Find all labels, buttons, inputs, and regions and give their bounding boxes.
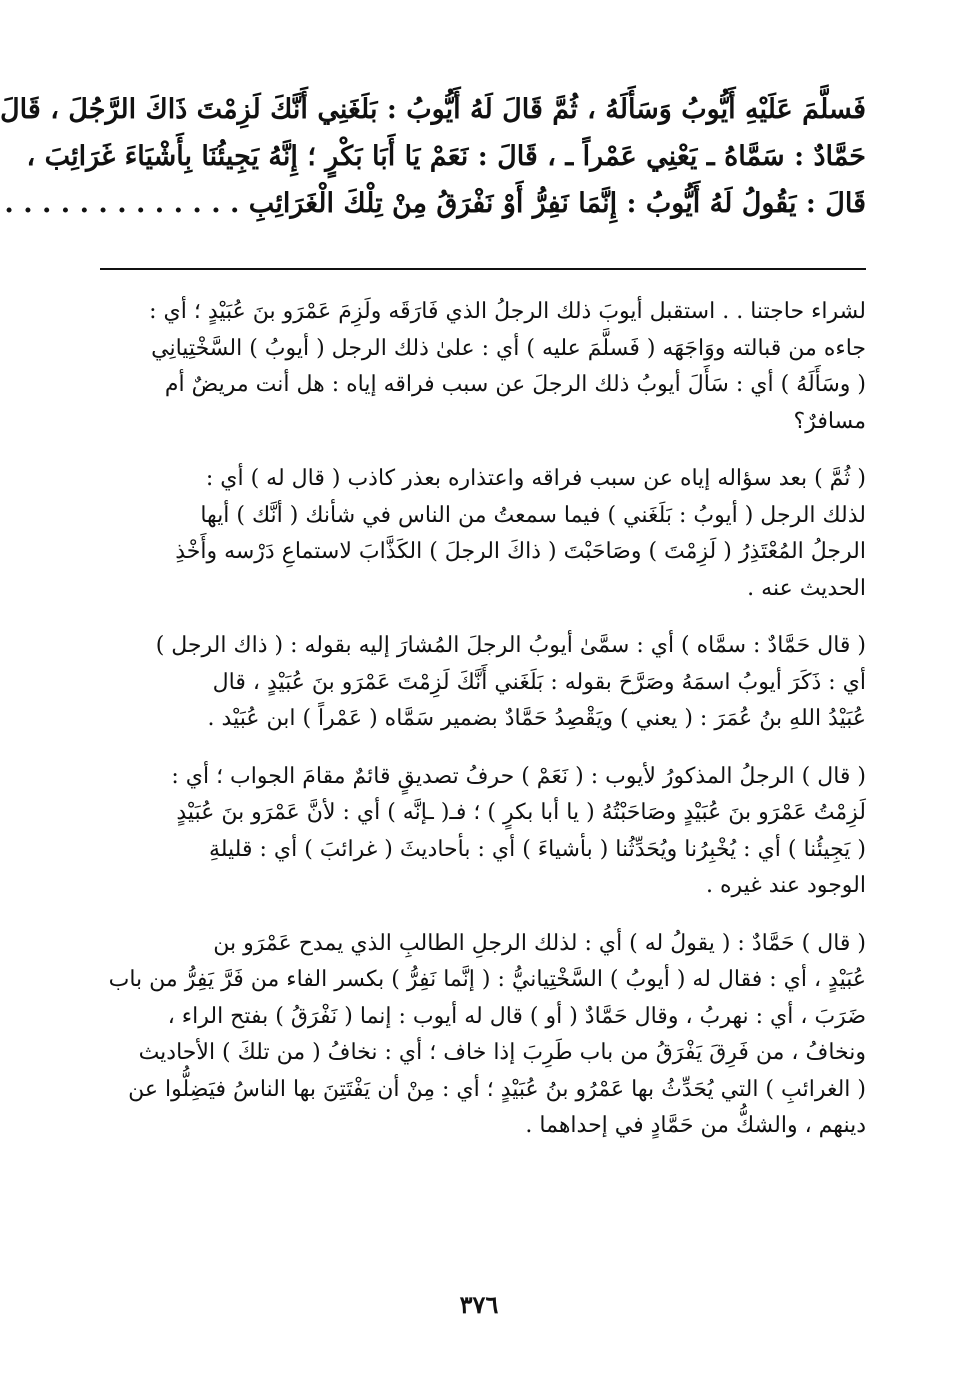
text-line: ( قال حَمَّادٌ : سمَّاه ) أي : سمَّىٰ أيوبُ الرجلَ المُشارَ إليه بقوله : ( ذاك الرجل )	[155, 633, 866, 658]
text-line: أي : ذَكَرَ أيوبُ اسمَهُ وصَرَّحَ بقوله : بَلَغَني أَنَّكَ لَزِمْتَ عَمْرَو بنَ عُبَيْدٍ ، قال	[212, 669, 866, 695]
commentary-paragraph-5	[100, 926, 866, 1145]
text-line: ( ثُمَّ ) بعد سؤاله إياه عن سبب فراقه واعتذاره بعذر كاذب ( قال له ) أي :	[205, 466, 866, 491]
text-line: الحديث عنه .	[747, 575, 866, 601]
commentary	[100, 294, 866, 1166]
commentary-paragraph-1	[100, 294, 866, 440]
text-line: ( يَجِيئُنا ) أي : يُخْبِرُنا ويُحَدِّثُنا ( بأشياءَ ) أي : بأحاديثَ ( غرائبَ ) أي : قليلةِ	[208, 836, 866, 862]
text-line: عُبَيْدٍ ، أي : فقال له ( أيوبُ ) السَّخْتِيانيُّ : ( إنَّما نَفِرُّ ) بكسر الفاء من فَرَّ يَفِرُّ من باب	[108, 967, 866, 992]
page-number: ٣٧٦	[459, 1290, 499, 1319]
text-line: ( وسَأَلَهُ ) أي : سَأَلَ أيوبُ ذلك الرجلَ عن سبب فراقه إياه : هل أنت مريضٌ أم	[164, 372, 866, 397]
text-line: ( الغرائبِ ) التي يُحَدِّثُ بها عَمْرُو بنُ عُبَيْدٍ ؛ أي : مِنْ أن يَفْتَتِنَ بها الناسُ فيَضِلُّوا عن	[128, 1076, 866, 1102]
text-line: ونخافُ ، من فَرِقَ يَفْرَقُ من باب طَرِبَ إذا خاف ؛ أي : نخافُ ( من تلكَ ) الأحاديث	[138, 1040, 866, 1065]
text-line: مسافرٌ؟	[793, 408, 866, 434]
text-line: ( قال ) حَمَّادٌ : ( يقولُ له ) أي : لذلك الرجلِ الطالبِ الذي يمدح عَمْرَو بن	[213, 930, 866, 956]
hadith-line-3: قَالَ : يَقُولُ لَهُ أَيُّوبُ : إِنَّمَا نَفِرُّ أَوْ نَفْرَقُ مِنْ تِلْكَ الْغَرَائِبِ . . . . . . . . . . . . .	[4, 188, 866, 219]
text-line: عُبَيْدُ اللهِ بنُ عُمَرَ : ( يعني ) ويَقْصِدُ حَمَّادٌ بضمير سَمَّاه ( عَمْراً ) ابن عُبَيْد .	[207, 706, 866, 731]
hadith-text	[0, 86, 866, 227]
text-line: لشراء حاجتنا . . استقبل أيوبَ ذلك الرجلُ الذي فَارَقَه ولَزِمَ عَمْرَو بنَ عُبَيْدٍ ؛ أي :	[149, 299, 866, 324]
hadith-line-1: فَسلَّمَ عَلَيْهِ أَيُّوبُ وَسَأَلَهُ ، ثُمَّ قَالَ لَهُ أَيُّوبُ : بَلَغَنِي أَنَّكَ لَزِمْتَ ذَاكَ الرَّجُلَ ، قَالَ	[0, 94, 866, 125]
text-line: لذلك الرجل ( أيوبُ : بَلَغَني ) فيما سمعتُ من الناس في شأنك ( أنَّك ) أيها	[200, 502, 866, 528]
text-line: ( قال ) الرجلُ المذكورُ لأيوب : ( نَعَمْ ) حرفُ تصديقٍ قائمٌ مقامَ الجواب ؛ أي :	[171, 763, 866, 789]
text-line: الوجود عند غيره .	[705, 873, 866, 898]
commentary-paragraph-3	[100, 628, 866, 738]
commentary-paragraph-4	[100, 759, 866, 905]
text-line: جاءه من قبالته ووَاجَهَه ( فَسلَّمَ عليه ) أي : علىٰ ذلك الرجل ( أيوبُ ) السَّخْتِيانِي	[151, 335, 866, 361]
commentary-paragraph-2	[100, 461, 866, 607]
text-line: ضَرَبَ ، أي : نهربُ ، وقال حَمَّادٌ ( أو ) قال له أيوب : إنما ( نَفْرَقُ ) بفتح الراء ،	[167, 1003, 866, 1029]
text-line: دينهم ، والشكُّ من حَمَّادٍ في إحداهما .	[525, 1113, 866, 1138]
separator-line	[100, 268, 866, 270]
text-line: الرجلُ المُعْتَذِرُ ( لَزِمْتَ ) وصَاحَبْتَ ( ذاكَ الرجلَ ) الكَذَّابَ لاستماعِ دَرْسه وأَخْذِ	[175, 539, 866, 564]
hadith-line-2: حَمَّادٌ : سَمَّاهُ ـ يَعْنِي عَمْراً ـ ، قَالَ : نَعَمْ يَا أَبَا بَكْرٍ ؛ إِنَّهُ يَجِيئُنَا بِأَشْيَاءَ غَرَائِبَ ،	[26, 141, 866, 172]
text-line: لَزِمْتُ عَمْرَو بنَ عُبَيْدٍ وصَاحَبْتُهُ ( يا أبا بكرٍ ) ؛ فـ( ـإنَّه ) أي : لأنَّ عَمْرَو بنَ عُبَيْدٍ	[176, 800, 866, 825]
